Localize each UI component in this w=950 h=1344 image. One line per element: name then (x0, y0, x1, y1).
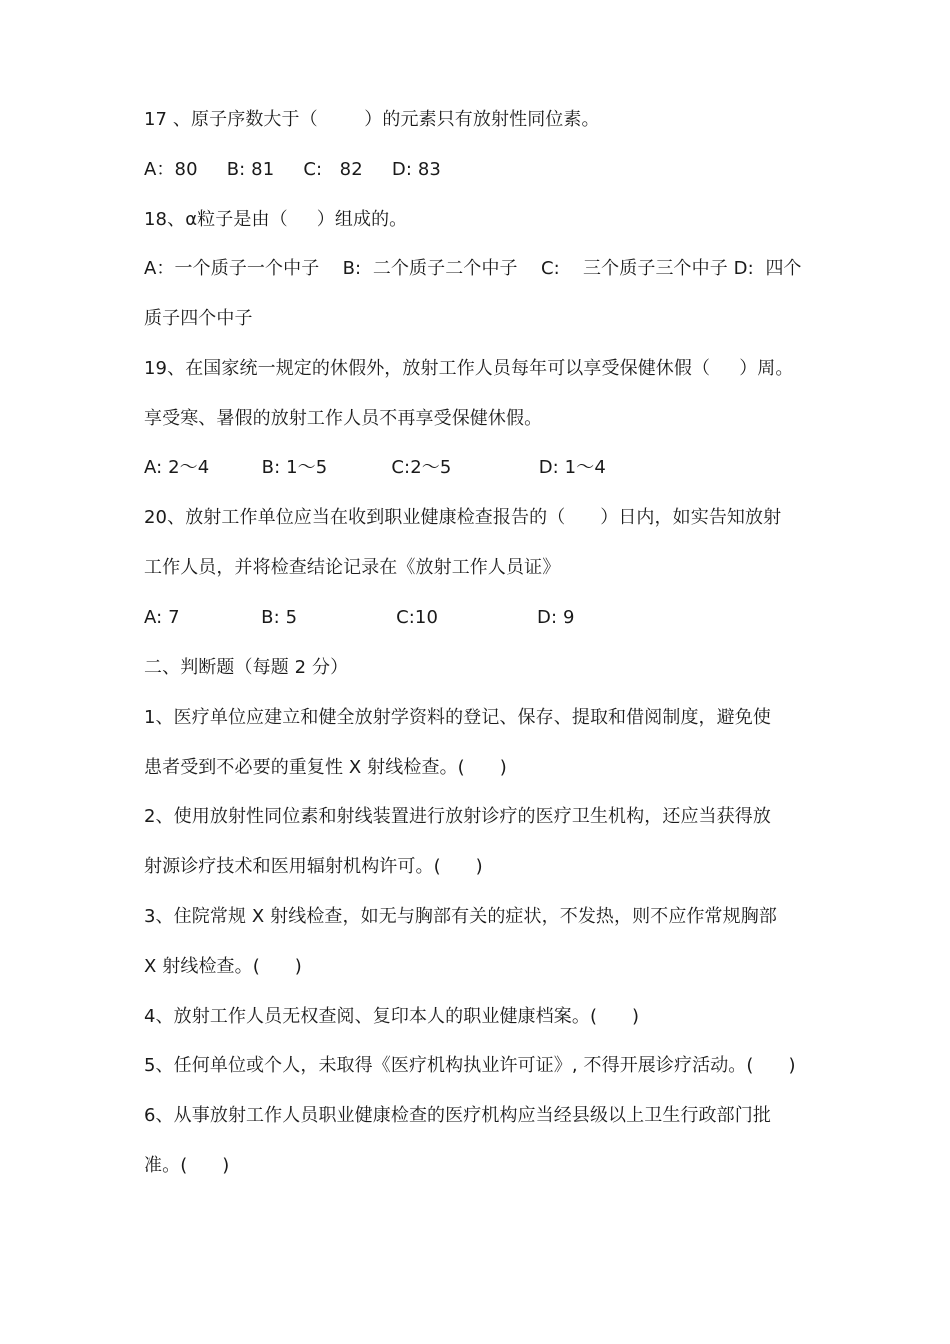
q19-question: 19、在国家统一规定的休假外，放射工作人员每年可以享受保健休假（ ）周。 (144, 358, 794, 379)
q18-options: A：一个质子一个中子 B: 二个质子二个中子 C: 三个质子三个中子 D: 四个 (144, 258, 802, 279)
tf3-statement: 3、住院常规 X 射线检查，如无与胸部有关的症状，不发热，则不应作常规胸部 (144, 906, 777, 927)
tf2-statement: 2、使用放射性同位素和射线装置进行放射诊疗的医疗卫生机构，还应当获得放 (144, 806, 771, 827)
tf3-statement-cont: X 射线检查。( ) (144, 956, 302, 977)
q18-question: 18、α粒子是由（ ）组成的。 (144, 209, 408, 230)
tf2-statement-cont: 射源诊疗技术和医用辐射机构许可。( ) (144, 856, 483, 877)
section-heading: 二、判断题（每题 2 分） (144, 657, 349, 678)
q17-question: 17 、原子序数大于（ ）的元素只有放射性同位素。 (144, 109, 600, 130)
q18-options-cont: 质子四个中子 (144, 308, 253, 329)
q19-question-cont: 享受寒、暑假的放射工作人员不再享受保健休假。 (144, 408, 543, 429)
tf1-statement: 1、医疗单位应建立和健全放射学资料的登记、保存、提取和借阅制度，避免使 (144, 707, 771, 728)
tf6-statement-cont: 准。( ) (144, 1155, 230, 1176)
q17-options: A：80 B: 81 C: 82 D: 83 (144, 159, 441, 180)
tf5-statement: 5、任何单位或个人，未取得《医疗机构执业许可证》, 不得开展诊疗活动。( ) (144, 1055, 796, 1076)
q20-options: A: 7 B: 5 C:10 D: 9 (144, 607, 575, 628)
q20-question: 20、放射工作单位应当在收到职业健康检查报告的（ ）日内，如实告知放射 (144, 507, 782, 528)
tf1-statement-cont: 患者受到不必要的重复性 X 射线检查。( ) (144, 757, 507, 778)
tf4-statement: 4、放射工作人员无权查阅、复印本人的职业健康档案。( ) (144, 1006, 640, 1027)
tf6-statement: 6、从事放射工作人员职业健康检查的医疗机构应当经县级以上卫生行政部门批 (144, 1105, 771, 1126)
q20-question-cont: 工作人员，并将检查结论记录在《放射工作人员证》 (144, 557, 561, 578)
q19-options: A: 2～4 B: 1～5 C:2～5 D: 1～4 (144, 457, 606, 478)
